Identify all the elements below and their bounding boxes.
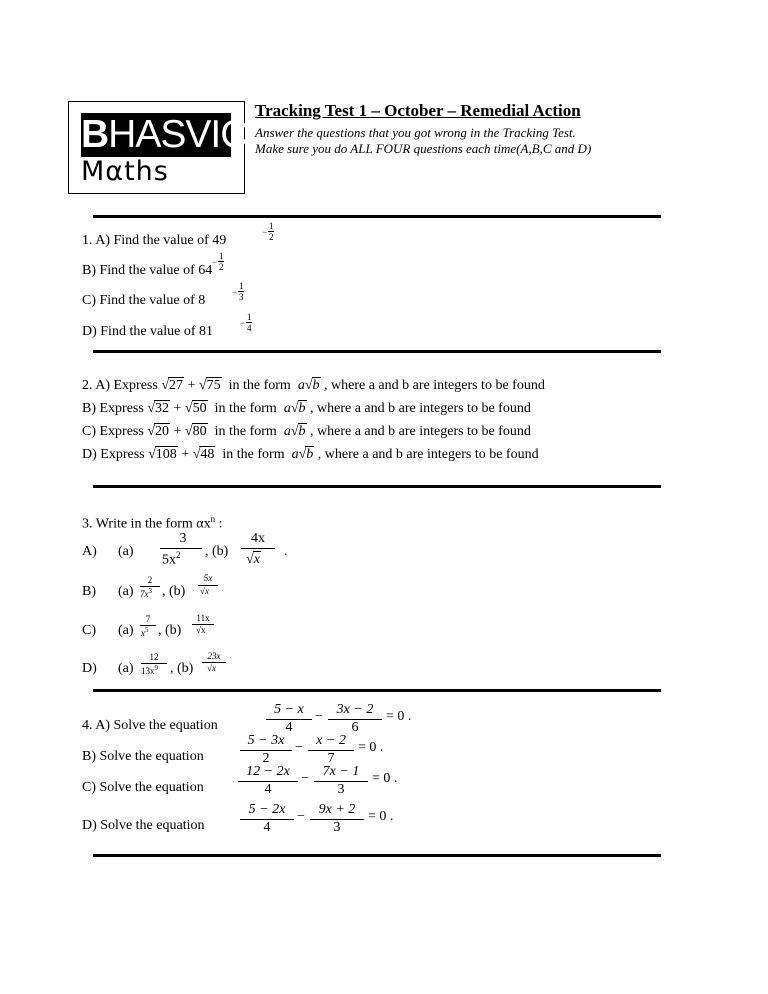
q3-b-frac2-num: 5x (203, 573, 213, 583)
q3-a-part-a: (a) (118, 544, 134, 559)
q3-a-frac2-num: 4x (251, 531, 265, 546)
instructions-line-2: Make sure you do ALL FOUR questions each time(A,B,C and D) (255, 141, 592, 156)
q3-heading: 3. Write in the form $\alpha x^n$ : (82, 514, 223, 532)
q3-b-frac1-den: $7x^3$ (140, 587, 152, 599)
q1-a-text: 1. A) Find the value of 49 (82, 233, 227, 248)
q3-a-frac2-bar (241, 548, 275, 549)
q1-d-exp-den: 4 (247, 323, 252, 333)
divider (93, 215, 661, 218)
q2-a-line: 2. A) Express √27 + √75 in the form a√b , where a and b are integers to be found (82, 378, 545, 393)
q4-c-frac2-den: 3 (337, 782, 345, 797)
q1-a-exp-num: 1 (269, 221, 274, 231)
q4-c-minus: − (301, 771, 309, 786)
q3-b-part-a: (a) (118, 584, 134, 599)
instructions (255, 125, 591, 157)
q4-a-equals: = 0 . (386, 709, 412, 724)
q4-b-minus: − (295, 740, 303, 755)
q4-c-label: C) Solve the equation (82, 780, 204, 795)
q3-c-frac2-den: √x (196, 625, 206, 635)
q1-c-text: C) Find the value of 8 (82, 293, 206, 308)
q3-b-part-b: , (b) (162, 584, 186, 599)
q4-c-frac1-den: 4 (264, 782, 272, 797)
q3-d-frac2-num: 23x (207, 651, 221, 661)
q4-a-label: 4. A) Solve the equation (82, 718, 218, 733)
q4-d-frac2-num: 9x + 2 (318, 802, 356, 817)
q3-a-part-b: , (b) (205, 544, 229, 559)
q3-c-part-a: (a) (118, 623, 134, 638)
q2-d-line: D) Express √108 + √48 in the form a√b , where a and b are integers to be found (82, 447, 539, 462)
divider (93, 350, 661, 353)
q3-c-part-b: , (b) (158, 623, 182, 638)
q3-a-frac2-den: √x (246, 552, 260, 567)
q4-d-frac1-num: 5 − 2x (248, 802, 286, 817)
bhasvic-maths-logo (68, 101, 248, 194)
q1-c-exp-num: 1 (239, 281, 244, 291)
q4-a-frac1-den: 4 (285, 720, 293, 735)
q3-b-frac1-num: 2 (147, 575, 153, 585)
q3-c-frac1-den: $x^5$ (141, 626, 149, 638)
q1-b-text: B) Find the value of 64 (82, 263, 213, 278)
q4-b-equals: = 0 . (358, 740, 384, 755)
instructions-line-1: Answer the questions that you got wrong in the Tracking Test. (255, 125, 576, 140)
q3-c-label: C) (82, 623, 96, 638)
q1-d-exp-num: 1 (247, 312, 252, 322)
q4-a-minus: − (315, 709, 323, 724)
q1-b-minus: − (212, 257, 218, 267)
q3-a-frac1-num: 3 (179, 531, 187, 546)
q3-a-label: A) (82, 544, 97, 559)
q1-a-exponent: − (262, 227, 268, 237)
q4-d-label: D) Solve the equation (82, 818, 205, 833)
q4-d-minus: − (297, 809, 305, 824)
q4-d-frac1-den: 4 (263, 820, 271, 835)
q3-d-part-b: , (b) (170, 661, 194, 676)
q4-c-frac1-num: 12 − 2x (246, 764, 290, 779)
q4-b-frac1-num: 5 − 3x (247, 733, 285, 748)
q3-d-part-a: (a) (118, 661, 134, 676)
q1-b-exp-den: 2 (219, 262, 224, 272)
q2-c-line: C) Express √20 + √80 in the form a√b , where a and b are integers to be found (82, 424, 531, 439)
page-title: Tracking Test 1 – October – Remedial Action (255, 101, 581, 120)
q3-d-label: D) (82, 661, 97, 676)
q4-a-frac2-num: 3x − 2 (336, 702, 374, 717)
q2-b-line: B) Express √32 + √50 in the form a√b , where a and b are integers to be found (82, 401, 531, 416)
q3-c-frac2-num: 11x (196, 613, 210, 623)
q1-b-exp-num: 1 (219, 251, 224, 261)
q3-b-frac2-den: √x (200, 586, 209, 596)
q4-b-frac2-num: x − 2 (316, 733, 346, 748)
q3-d-frac1-den: $13x^9$ (141, 664, 158, 676)
divider (93, 689, 661, 692)
q1-d-minus: − (240, 318, 246, 328)
q3-a-frac1-den: $5x^2$ (162, 550, 181, 568)
q4-d-frac2-den: 3 (333, 820, 341, 835)
q4-d-equals: = 0 . (368, 809, 394, 824)
q1-c-minus: − (232, 287, 238, 297)
logo-bottom-text: Mαths (81, 156, 169, 187)
q4-a-frac1-num: 5 − x (274, 702, 304, 717)
q3-b-label: B) (82, 584, 96, 599)
divider (93, 854, 661, 857)
q4-c-frac2-num: 7x − 1 (322, 764, 360, 779)
q3-a-frac1-bar (160, 548, 202, 549)
q4-c-equals: = 0 . (372, 771, 398, 786)
divider (93, 485, 661, 488)
q4-a-frac2-den: 6 (351, 720, 359, 735)
q3-d-frac2-den: √x (207, 663, 216, 673)
q4-b-frac1-den: 2 (262, 751, 270, 766)
q4-b-label: B) Solve the equation (82, 749, 204, 764)
q3-a-dot: . (284, 544, 288, 559)
q4-b-frac2-den: 7 (327, 751, 335, 766)
q3-c-frac1-num: 7 (145, 614, 151, 624)
q1-a-exp-den: 2 (269, 232, 274, 242)
q1-d-text: D) Find the value of 81 (82, 324, 214, 339)
logo-top-text: BHASVIC (81, 113, 248, 156)
q3-d-frac1-num: 12 (149, 652, 159, 662)
q1-c-exp-den: 3 (239, 292, 244, 302)
